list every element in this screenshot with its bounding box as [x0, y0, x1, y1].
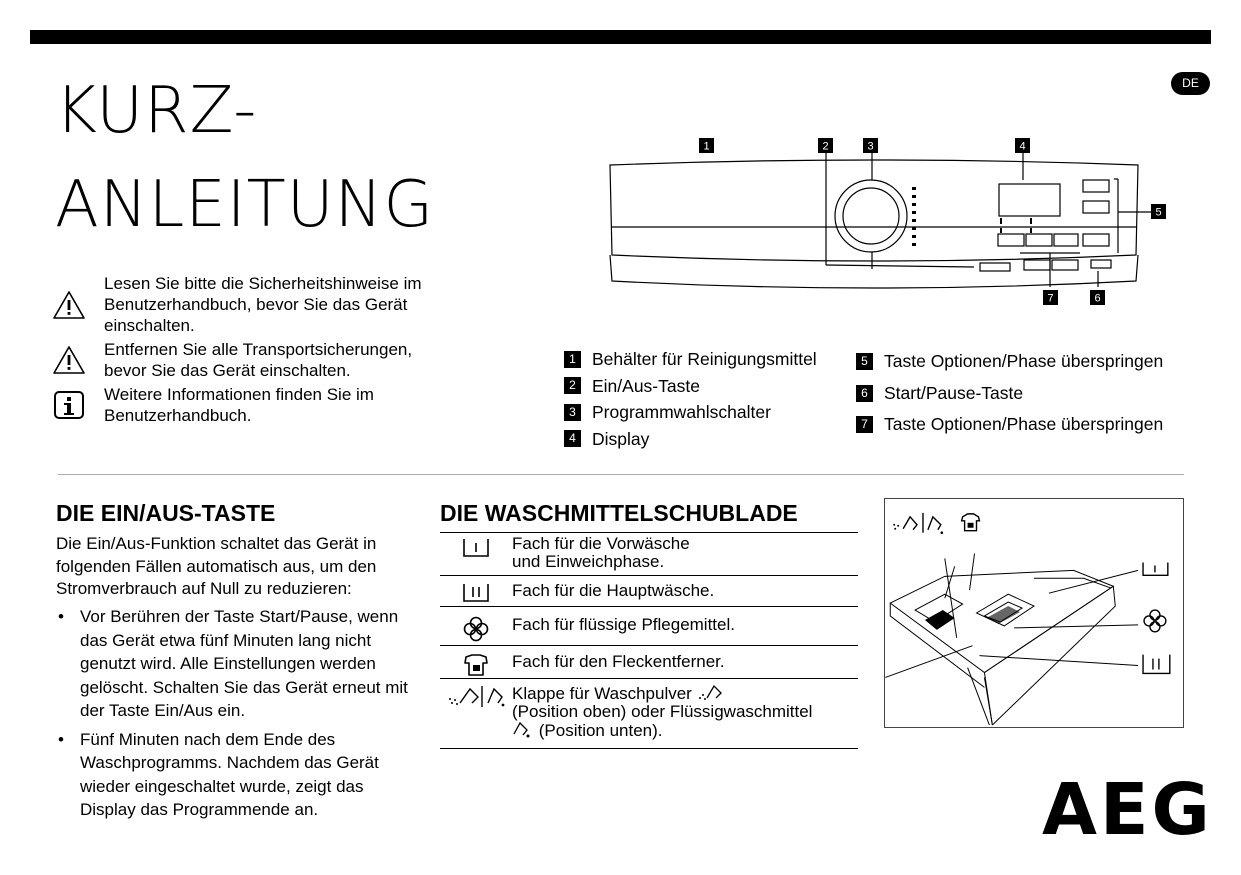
- compartment-description: Fach für die Hauptwäsche.: [512, 581, 715, 600]
- table-row: [440, 646, 858, 679]
- aeg-logo: AEG: [1042, 768, 1213, 851]
- legend-item: [856, 378, 1163, 410]
- description-line: und Einweichphase.: [512, 552, 665, 571]
- legend-item: [564, 399, 817, 426]
- bullet-item: • Fünf Minuten nach dem Ende des Waschprogramms. Nachdem das Gerät wieder eingeschaltet wurde, zeigt das Display das Programmende an.: [56, 728, 416, 822]
- onoff-bullets: [56, 605, 416, 827]
- warning-icon: [52, 289, 104, 321]
- drawer-compartments-table: [440, 532, 858, 749]
- page-title-line-1: KURZ-: [55, 74, 258, 148]
- note-item: [52, 273, 442, 336]
- language-badge: DE: [1171, 72, 1210, 95]
- diagram-legend-right: [856, 346, 1163, 441]
- legend-item: [564, 373, 817, 400]
- callout-3: 3: [867, 140, 874, 153]
- page-title: [55, 64, 434, 252]
- legend-number: 6: [856, 385, 873, 402]
- powder-liquid-flap-icon: [440, 681, 512, 709]
- bullet-item: • Vor Berühren der Taste Start/Pause, wenn das Gerät etwa fünf Minuten lang nicht genutzt wird. Alle Einstellungen werden gelöscht. Schalten Sie das Gerät erneut mit der Taste Ein/Aus ein.: [56, 605, 416, 723]
- drawer-section-title: DIE WASCHMITTELSCHUBLADE: [440, 500, 798, 526]
- legend-item: [564, 426, 817, 453]
- legend-label: Taste Optionen/Phase überspringen: [884, 414, 1164, 434]
- table-row: [440, 533, 858, 576]
- callout-6: 6: [1094, 292, 1101, 305]
- compartment-description: [512, 533, 690, 574]
- legend-item: [856, 409, 1163, 441]
- mainwash-compartment-icon: [440, 580, 512, 604]
- flower-softener-icon: [440, 614, 512, 642]
- description-line: Klappe für Waschpulver: [512, 684, 692, 703]
- callout-7: 7: [1047, 292, 1054, 305]
- legend-label: Behälter für Reinigungsmittel: [592, 349, 817, 369]
- callout-1: 1: [703, 140, 710, 153]
- note-text: Entfernen Sie alle Transportsicherungen, bevor Sie das Gerät einschalten.: [104, 340, 413, 380]
- control-panel-diagram: [600, 135, 1162, 311]
- legend-label: Ein/Aus-Taste: [592, 375, 700, 396]
- onoff-section-title: DIE EIN/AUS-TASTE: [56, 500, 276, 526]
- legend-label: Start/Pause-Taste: [884, 382, 1024, 403]
- legend-number: 7: [856, 416, 873, 433]
- powder-icon: [697, 683, 723, 701]
- compartment-description: Fach für flüssige Pflegemittel.: [512, 615, 735, 634]
- legend-label: Programmwahlschalter: [592, 402, 771, 422]
- info-icon: [52, 389, 104, 421]
- callout-4: 4: [1019, 140, 1026, 153]
- note-item: [52, 384, 442, 426]
- legend-number: 5: [856, 353, 873, 370]
- stain-remover-icon: [440, 651, 512, 677]
- legend-number: 1: [564, 351, 581, 368]
- note-text: Lesen Sie bitte die Sicherheitshinweise im Benutzerhandbuch, bevor Sie das Gerät einschalten.: [104, 274, 422, 335]
- compartment-description: [512, 681, 812, 743]
- description-line: (Position unten).: [538, 721, 663, 740]
- legend-label: Taste Optionen/Phase überspringen: [884, 351, 1164, 371]
- table-row: [440, 607, 858, 646]
- legend-number: 3: [564, 404, 581, 421]
- detergent-drawer-illustration: [884, 498, 1184, 728]
- prewash-compartment-icon: [440, 533, 512, 559]
- legend-number: 4: [564, 430, 581, 447]
- legend-item: [856, 346, 1163, 378]
- callout-5: 5: [1155, 206, 1162, 219]
- table-row: [440, 576, 858, 607]
- note-text: Weitere Informationen finden Sie im Benutzerhandbuch.: [104, 385, 374, 425]
- safety-notes: [52, 273, 442, 429]
- legend-item: [564, 346, 817, 373]
- description-line: (Position oben) oder Flüssigwaschmittel: [512, 702, 813, 721]
- onoff-intro: Die Ein/Aus-Funktion schaltet das Gerät in folgenden Fällen automatisch aus, um den Stromverbrauch auf Null zu reduzieren:: [56, 534, 377, 598]
- liquid-icon: [512, 721, 534, 739]
- legend-label: Display: [592, 428, 650, 449]
- table-row: [440, 679, 858, 749]
- callout-2: 2: [822, 140, 829, 153]
- description-line: Fach für die Vorwäsche: [512, 534, 690, 553]
- note-item: [52, 339, 442, 381]
- diagram-legend-left: [564, 346, 817, 452]
- legend-number: 2: [564, 377, 581, 394]
- section-divider: [58, 474, 1184, 475]
- page-title-line-2: ANLEITUNG: [55, 168, 435, 242]
- compartment-description: Fach für den Fleckentferner.: [512, 652, 725, 671]
- warning-icon: [52, 344, 104, 376]
- top-rule: [30, 30, 1211, 44]
